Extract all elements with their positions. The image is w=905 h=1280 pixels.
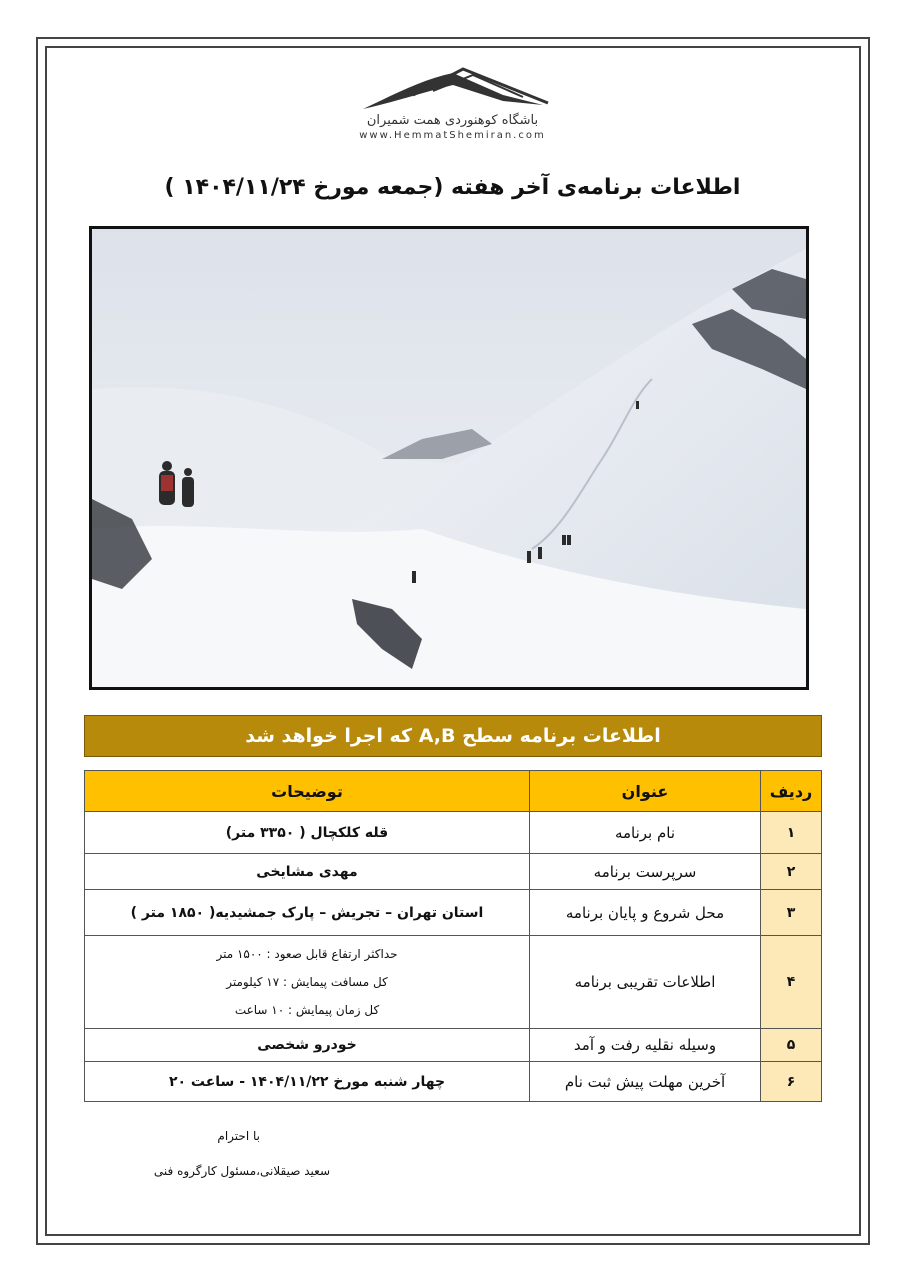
description-line: کل مسافت پیمایش : ۱۷ کیلومتر — [226, 975, 388, 989]
club-logo — [330, 65, 575, 160]
description-line: کل زمان پیمایش : ۱۰ ساعت — [234, 1003, 380, 1017]
row-title: وسیله نقلیه رفت و آمد — [530, 1029, 761, 1062]
table-row — [85, 812, 822, 854]
program-level-banner: اطلاعات برنامه سطح A,B که اجرا خواهد شد — [84, 715, 822, 757]
row-description: خودرو شخصی — [85, 1029, 530, 1062]
row-description: قله کلکچال ( ۳۳۵۰ متر) — [85, 812, 530, 854]
row-number: ۳ — [761, 890, 822, 936]
row-description: مهدی مشایخی — [85, 854, 530, 890]
table-header-row — [85, 771, 822, 812]
page-title: اطلاعات برنامه‌ی آخر هفته (جمعه مورخ ۱۴۰۴/۱۱/۲۴ ) — [164, 175, 741, 200]
row-title: اطلاعات تقریبی برنامه — [530, 936, 761, 1029]
program-info-table — [84, 770, 822, 1102]
table-row — [85, 936, 822, 1029]
row-title: سرپرست برنامه — [530, 854, 761, 890]
row-description: استان تهران – تجریش – پارک جمشیدیه( ۱۸۵۰ متر ) — [85, 890, 530, 936]
mountain-logo-icon — [353, 65, 553, 113]
row-number: ۶ — [761, 1062, 822, 1102]
club-url: www.HemmatShemiran.com — [359, 130, 546, 141]
snowy-mountain-hikers-image — [92, 229, 806, 687]
mountain-photo — [89, 226, 809, 690]
description-line: حداکثر ارتفاع قابل صعود : ۱۵۰۰ متر — [216, 947, 398, 961]
signature-author: سعید صیقلانی،مسئول کارگروه فنی — [153, 1164, 330, 1178]
row-number: ۴ — [761, 936, 822, 1029]
signature-regards: با احترام — [217, 1129, 260, 1143]
table-row — [85, 854, 822, 890]
table-row — [85, 890, 822, 936]
header-row-number: ردیف — [761, 771, 822, 812]
table-row — [85, 1062, 822, 1102]
header-title: عنوان — [530, 771, 761, 812]
row-title: آخرین مهلت پیش ثبت نام — [530, 1062, 761, 1102]
row-number: ۱ — [761, 812, 822, 854]
table-row — [85, 1029, 822, 1062]
row-number: ۵ — [761, 1029, 822, 1062]
header-description: توضیحات — [85, 771, 530, 812]
row-description: چهار شنبه مورخ ۱۴۰۴/۱۱/۲۲ - ساعت ۲۰ — [85, 1062, 530, 1102]
club-name: باشگاه کوهنوردی همت شمیران — [366, 113, 539, 128]
row-number: ۲ — [761, 854, 822, 890]
row-title: نام برنامه — [530, 812, 761, 854]
row-description — [85, 936, 530, 1029]
row-title: محل شروع و پایان برنامه — [530, 890, 761, 936]
